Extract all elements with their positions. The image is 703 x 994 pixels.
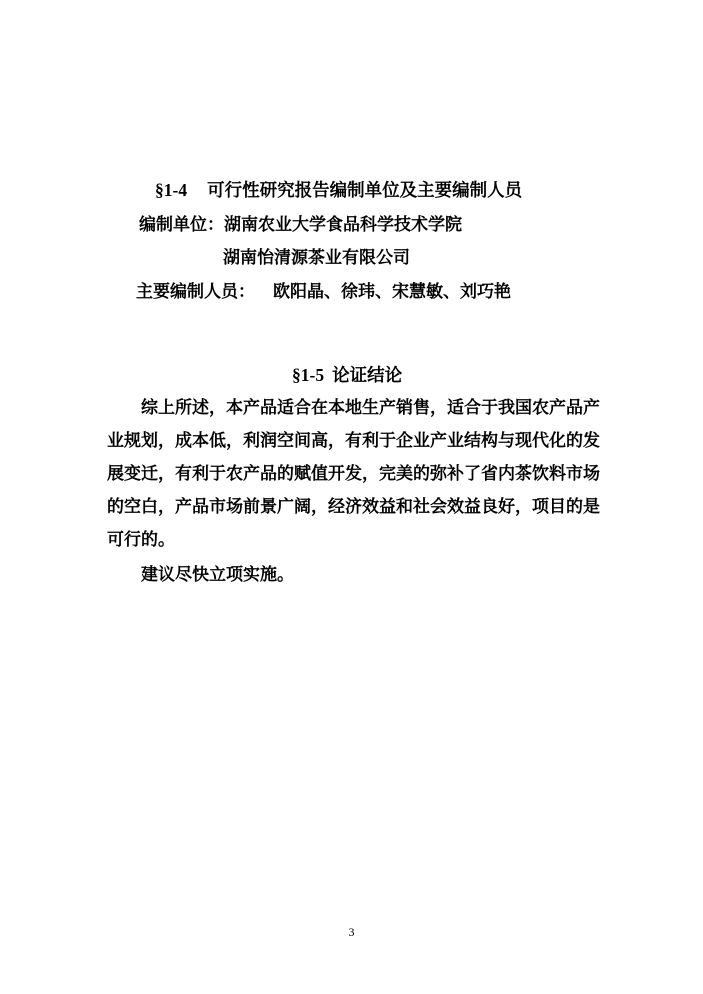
compiling-unit-1: 湖南农业大学食品科学技术学院	[224, 215, 462, 235]
section-1-5-number: §1-5	[292, 365, 325, 385]
paragraph-line-5: 可行的。	[107, 530, 175, 550]
compiling-unit-line	[139, 213, 462, 237]
suggestion-line: 建议尽快立项实施。	[141, 565, 294, 585]
section-1-5-heading	[292, 363, 402, 388]
section-1-4-number: §1-4	[155, 180, 188, 200]
page-number: 3	[348, 925, 355, 939]
section-1-4-title: 可行性研究报告编制单位及主要编制人员	[207, 181, 523, 201]
paragraph-line-3: 展变迁，有利于农产品的赋值开发，完美的弥补了省内茶饮料市场	[107, 464, 600, 484]
main-staff-label: 主要编制人员：	[136, 282, 255, 302]
section-1-5-title: 论证结论	[332, 366, 403, 386]
main-staff-line	[136, 280, 511, 304]
paragraph-line-1: 综上所述，本产品适合在本地生产销售，适合于我国农产品产	[141, 398, 600, 418]
compiling-unit-label: 编制单位：	[139, 215, 224, 235]
section-1-4-heading	[155, 178, 522, 203]
paragraph-line-2: 业规划，成本低，利润空间高，有利于企业产业结构与现代化的发	[107, 431, 600, 451]
compiling-unit-2-line	[223, 246, 410, 270]
main-staff-names: 欧阳晶、徐玮、宋慧敏、刘巧艳	[273, 282, 511, 302]
paragraph-line-4: 的空白，产品市场前景广阔，经济效益和社会效益良好，项目的是	[107, 497, 600, 517]
compiling-unit-2: 湖南怡清源茶业有限公司	[223, 248, 410, 268]
